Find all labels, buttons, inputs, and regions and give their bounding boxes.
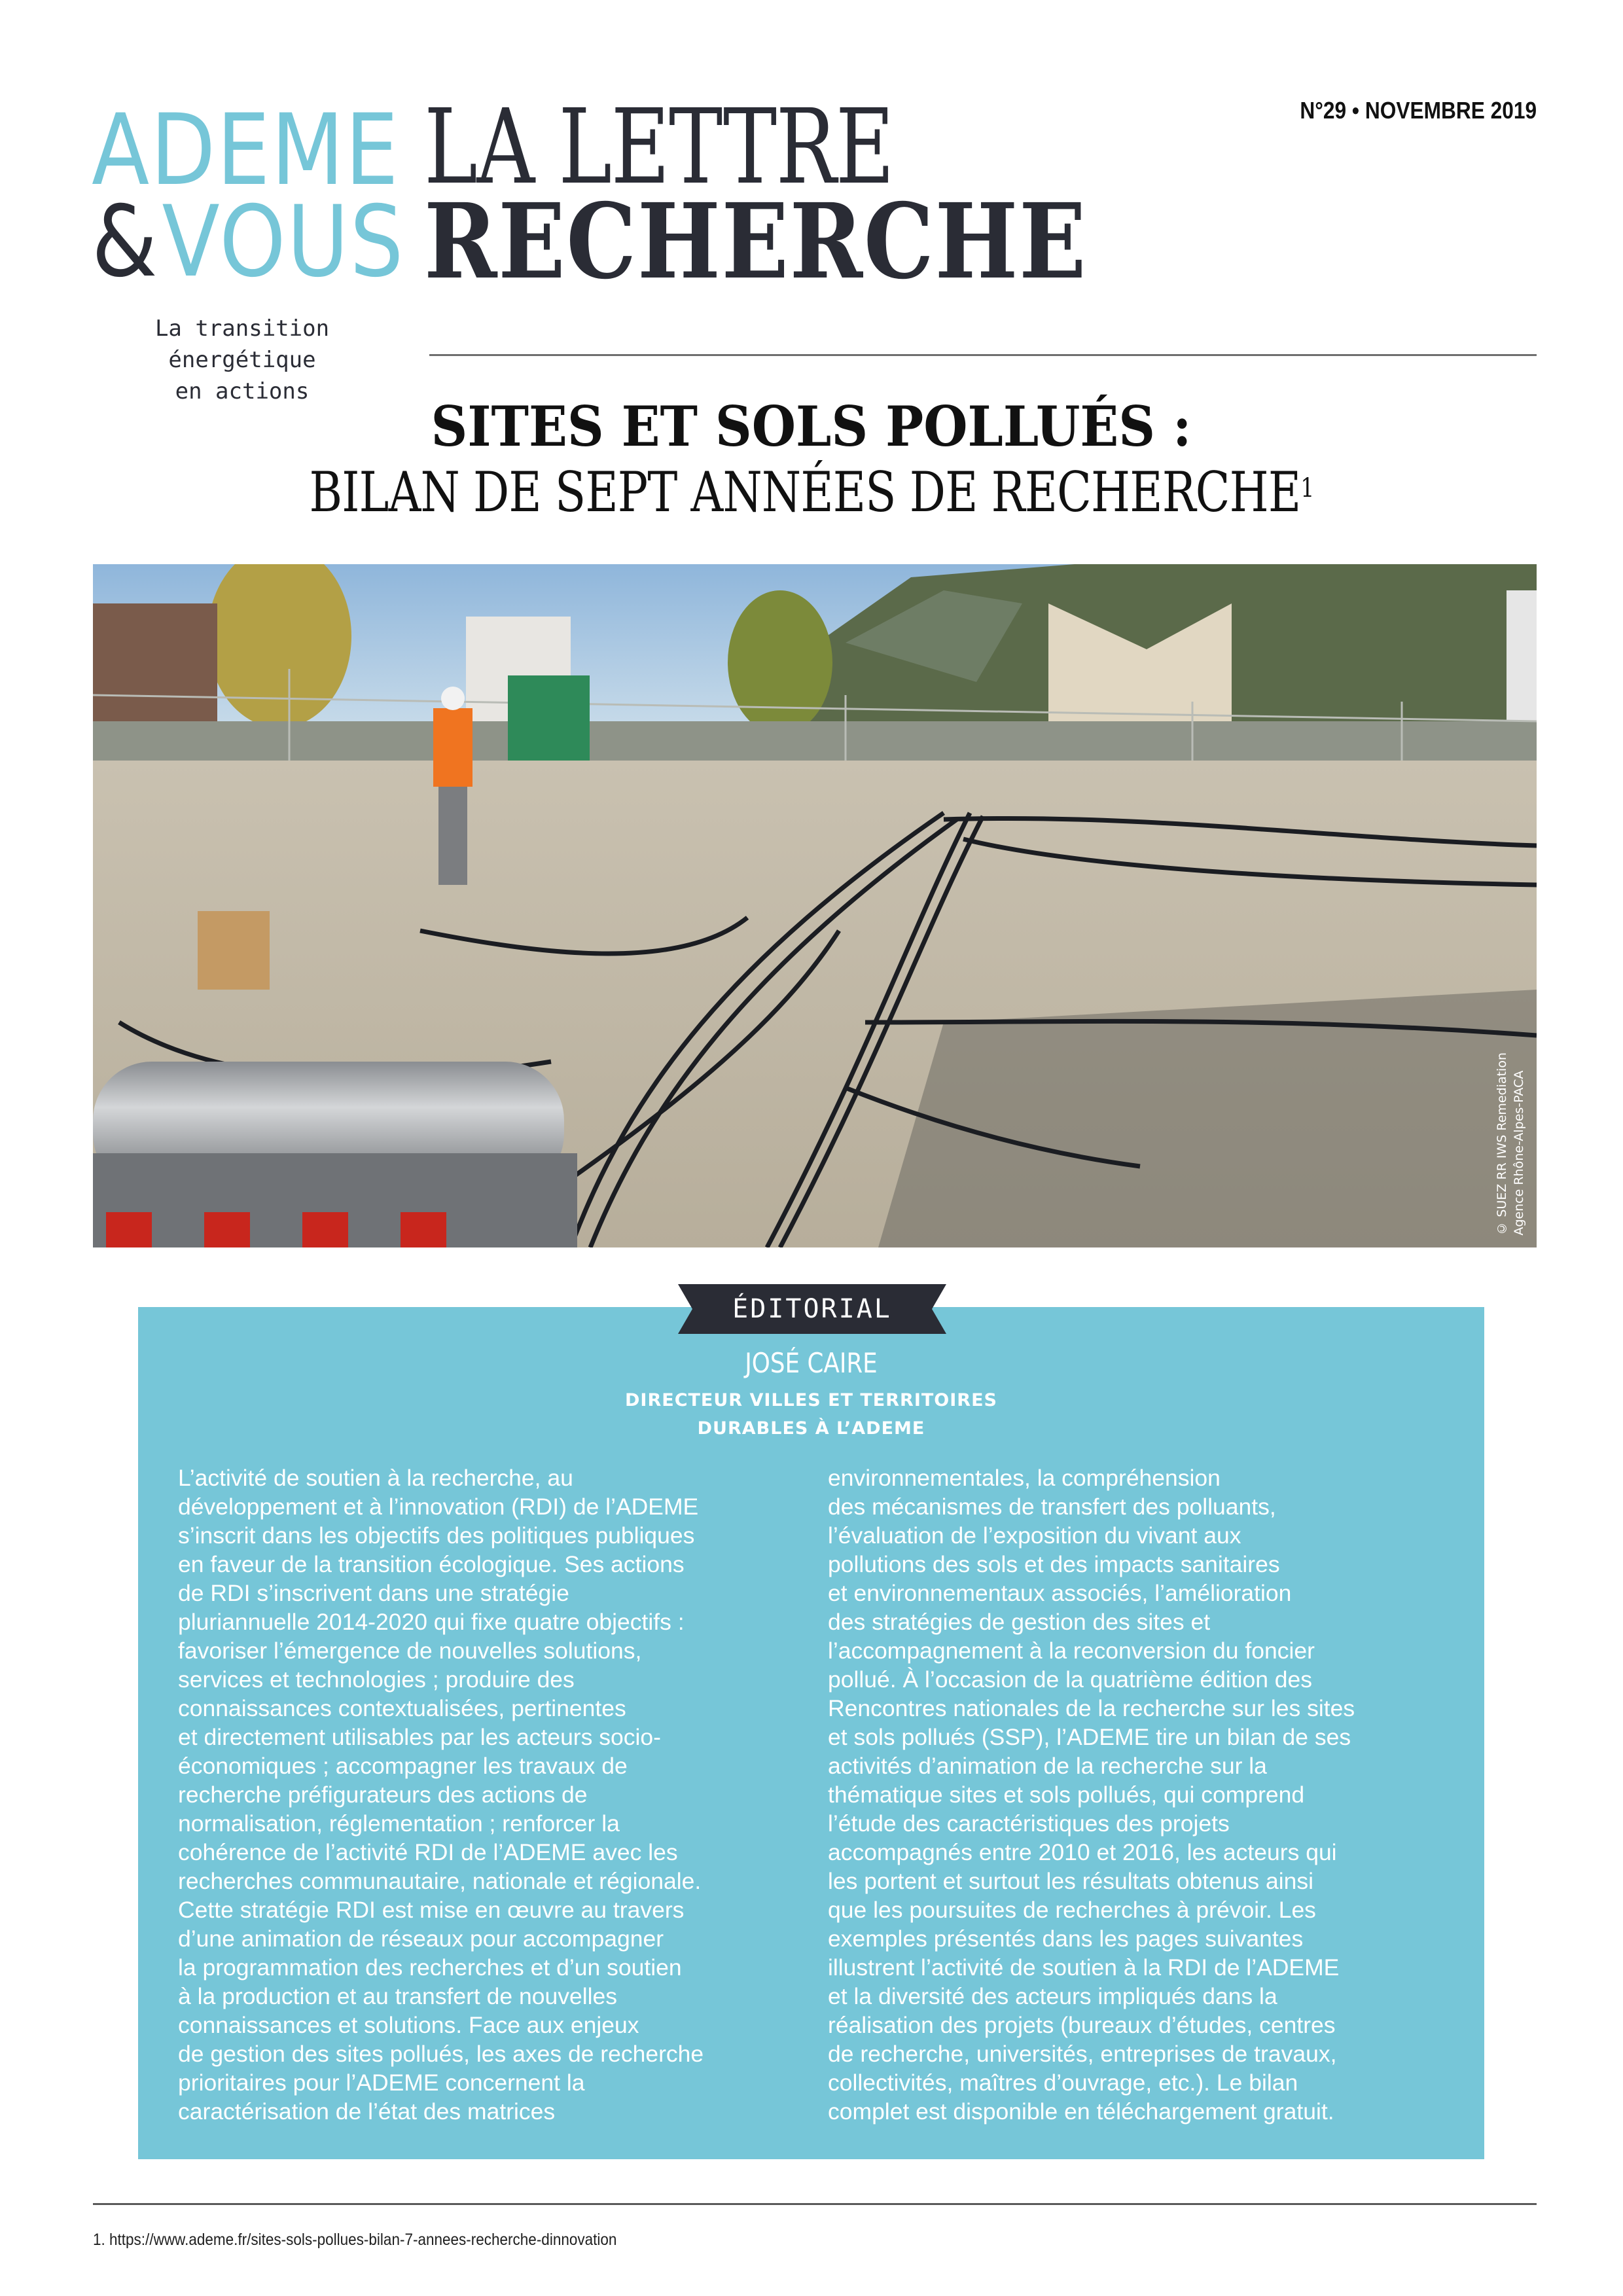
tree-middle xyxy=(728,590,832,734)
footnote-link[interactable]: https://www.ademe.fr/sites-sols-pollues-bilan-7-annees-recherche-dinnovation xyxy=(109,2231,617,2249)
issue-number-date: N°29 • NOVEMBRE 2019 xyxy=(1300,97,1537,124)
cardboard-box xyxy=(198,911,270,990)
editorial-text-line: services et technologies ; produire des xyxy=(178,1666,575,1693)
masthead-la-lettre: LA LETTRE xyxy=(424,87,894,207)
editorial-text-line: des stratégies de gestion des sites et xyxy=(828,1609,1211,1635)
editorial-text-line: de recherche, universités, entreprises de travaux, xyxy=(828,2041,1337,2067)
editorial-text-line: cohérence de l’activité RDI de l’ADEME avec les xyxy=(178,1839,678,1865)
photo-credit xyxy=(1493,1052,1527,1236)
editorial-text-line: exemples présentés dans les pages suivantes xyxy=(828,1926,1304,1952)
editorial-text-line: caractérisation de l’état des matrices xyxy=(178,2098,556,2125)
author-name: JOSÉ CAIRE xyxy=(745,1347,878,1379)
editorial-text-line: et environnementaux associés, l’amélioration xyxy=(828,1580,1292,1606)
ademe-vous-logo xyxy=(92,94,405,299)
editorial-column-left xyxy=(178,1463,832,2126)
editorial-text-line: Rencontres nationales de la recherche sur les sites xyxy=(828,1695,1355,1721)
editorial-text-line: thématique sites et sols pollués, qui comprend xyxy=(828,1782,1305,1808)
editorial-text-line: prioritaires pour l’ADEME concernent la xyxy=(178,2070,585,2096)
editorial-label: ÉDITORIAL xyxy=(732,1294,892,1324)
footnote-number: 1. xyxy=(93,2231,105,2249)
logo-vous-text: VOUS xyxy=(162,185,405,299)
title-line-1: SITES ET SOLS POLLUÉS : xyxy=(431,394,1192,459)
author-role xyxy=(138,1386,1484,1443)
editorial-text-line: l’étude des caractéristiques des projets xyxy=(828,1810,1230,1837)
footnote-divider xyxy=(93,2203,1537,2205)
editorial-text-line: de RDI s’inscrivent dans une stratégie xyxy=(178,1580,569,1606)
footnote-ref[interactable]: 1 xyxy=(1300,473,1314,503)
editorial-text-line: favoriser l’émergence de nouvelles solutions, xyxy=(178,1638,642,1664)
editorial-ribbon xyxy=(678,1284,946,1334)
house-left xyxy=(93,603,217,734)
editorial-text-line: les portent et surtout les résultats obtenus ainsi xyxy=(828,1868,1313,1894)
editorial-text-line: et directement utilisables par les acteurs socio- xyxy=(178,1724,661,1750)
worker xyxy=(433,687,473,885)
editorial-text-line: connaissances et solutions. Face aux enjeux xyxy=(178,2012,639,2038)
editorial-text-line: complet est disponible en téléchargement gratuit. xyxy=(828,2098,1334,2125)
editorial-text-line: économiques ; accompagner les travaux de xyxy=(178,1753,628,1779)
tagline-line-2: en actions xyxy=(175,378,310,404)
editorial-text-line: collectivités, maîtres d’ouvrage, etc.). Le bilan xyxy=(828,2070,1298,2096)
editorial-text-line: développement et à l’innovation (RDI) de l’ADEME xyxy=(178,1494,699,1520)
title-line-2 xyxy=(310,459,1314,525)
editorial-text-line: et sols pollués (SSP), l’ADEME tire un bilan de ses xyxy=(828,1724,1351,1750)
editorial-text-line: réalisation des projets (bureaux d’études, centres xyxy=(828,2012,1336,2038)
title-line-2-text: BILAN DE SEPT ANNÉES DE RECHERCHE xyxy=(309,460,1301,524)
editorial-column-right xyxy=(828,1463,1482,2126)
article-title xyxy=(0,394,1623,525)
hero-photo xyxy=(93,564,1537,1247)
editorial-text-line: recherche préfigurateurs des actions de xyxy=(178,1782,588,1808)
fence-band xyxy=(93,721,1537,767)
footnote xyxy=(93,2231,616,2250)
editorial-text-line: l’évaluation de l’exposition du vivant aux xyxy=(828,1522,1241,1549)
editorial-text-line: pluriannuelle 2014-2020 qui fixe quatre objectifs : xyxy=(178,1609,685,1635)
masthead-recherche: RECHERCHE xyxy=(424,181,1088,302)
editorial-text-line: s’inscrit dans les objectifs des politiques publiques xyxy=(178,1522,695,1549)
editorial-text-line: recherches communautaire, nationale et régionale. xyxy=(178,1868,702,1894)
editorial-text-line: environnementales, la compréhension xyxy=(828,1465,1221,1491)
editorial-text-line: pollutions des sols et des impacts sanitaires xyxy=(828,1551,1280,1577)
logo-ademe-text: ADEME xyxy=(92,94,400,207)
editorial-text-line: activités d’animation de la recherche sur la xyxy=(828,1753,1267,1779)
editorial-text-line: L’activité de soutien à la recherche, au xyxy=(178,1465,573,1491)
editorial-text-line: que les poursuites de recherches à prévoir. Les xyxy=(828,1897,1316,1923)
photo-credit-line-2: Agence Rhône-Alpes-PACA xyxy=(1512,1071,1526,1236)
logo-ampersand: & xyxy=(92,185,159,299)
editorial-text-line: pollué. À l’occasion de la quatrième édition des xyxy=(828,1666,1313,1693)
header-divider xyxy=(429,354,1537,356)
editorial-text-line: normalisation, réglementation ; renforcer la xyxy=(178,1810,620,1837)
logo-tagline xyxy=(98,313,386,407)
editorial-text-line: à la production et au transfert de nouvelles xyxy=(178,1983,617,2009)
editorial-text-line: d’une animation de réseaux pour accompagner xyxy=(178,1926,664,1952)
author-role-line-2: DURABLES À L’ADEME xyxy=(697,1418,925,1439)
editorial-text-line: en faveur de la transition écologique. Ses actions xyxy=(178,1551,685,1577)
editorial-text-line: la programmation des recherches et d’un soutien xyxy=(178,1954,682,1981)
logo-vous-row xyxy=(92,185,405,299)
tagline-line-1: La transition énergétique xyxy=(154,315,330,373)
editorial-text-line: accompagnés entre 2010 et 2016, les acteurs qui xyxy=(828,1839,1337,1865)
photo-credit-line-1: © SUEZ RR IWS Remediation xyxy=(1495,1052,1509,1236)
editorial-text-line: connaissances contextualisées, pertinentes xyxy=(178,1695,626,1721)
editorial-text-line: de gestion des sites pollués, les axes de recherche xyxy=(178,2041,704,2067)
author-role-line-1: DIRECTEUR VILLES ET TERRITOIRES xyxy=(625,1390,997,1410)
editorial-text-line: des mécanismes de transfert des polluants, xyxy=(828,1494,1276,1520)
editorial-text-line: Cette stratégie RDI est mise en œuvre au travers xyxy=(178,1897,685,1923)
construction-site-illustration xyxy=(93,564,1537,1247)
editorial-text-line: et la diversité des acteurs impliqués dans la xyxy=(828,1983,1277,2009)
editorial-text-line: illustrent l’activité de soutien à la RDI de l’ADEME xyxy=(828,1954,1340,1981)
editorial-text-line: l’accompagnement à la reconversion du foncier xyxy=(828,1638,1315,1664)
